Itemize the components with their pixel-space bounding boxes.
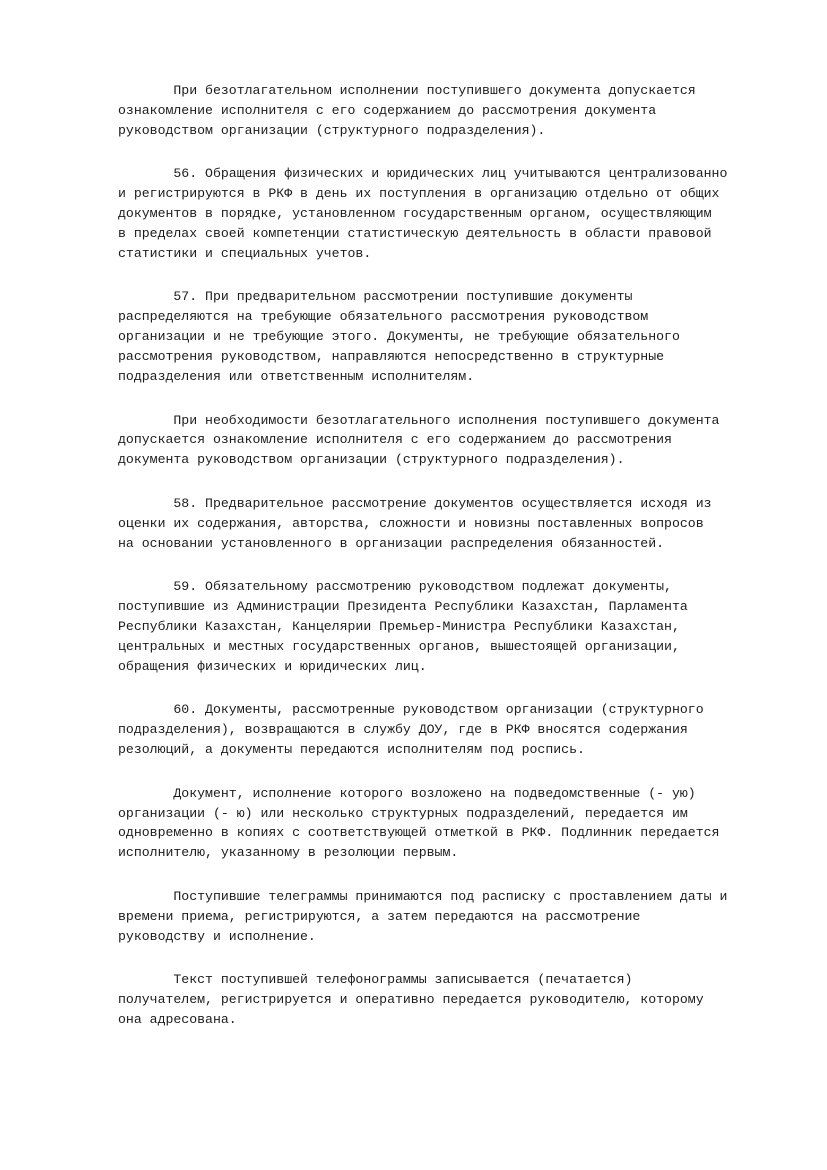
text-line: она адресована. — [118, 1011, 237, 1027]
text-line: Поступившие телеграммы принимаются под расписку с проставлением даты и — [118, 888, 728, 904]
text-line: подразделения или ответственным исполнителям. — [118, 369, 475, 385]
paragraph-urgent-execution — [118, 81, 778, 141]
paragraph-telephonograms — [118, 970, 778, 1030]
text-line: допускается ознакомление исполнителя с его содержанием до рассмотрения — [118, 432, 672, 448]
text-line: поступившие из Администрации Президента Республики Казахстан, Парламента — [118, 599, 688, 615]
text-line: руководству и исполнение. — [118, 928, 316, 944]
text-line: 57. При предварительном рассмотрении поступившие документы — [118, 289, 633, 305]
text-line: Текст поступившей телефонограммы записывается (печатается) — [118, 972, 633, 988]
paragraph-telegrams — [118, 887, 778, 947]
text-line: ознакомление исполнителя с его содержанием до рассмотрения документа — [118, 102, 657, 118]
paragraph-59 — [118, 577, 778, 677]
text-line: 56. Обращения физических и юридических лиц учитываются централизованно — [118, 166, 728, 182]
text-line: руководством организации (структурного подразделения). — [118, 122, 546, 138]
text-line: При безотлагательном исполнении поступившего документа допускается — [118, 83, 696, 98]
text-line: документов в порядке, установленном государственным органом, осуществляющим — [118, 206, 712, 222]
text-line: 58. Предварительное рассмотрение документов осуществляется исходя из — [118, 495, 712, 511]
text-line: и регистрируются в РКФ в день их поступления в организацию отдельно от общих — [118, 186, 720, 202]
text-line: При необходимости безотлагательного исполнения поступившего документа — [118, 412, 720, 428]
text-line: в пределах своей компетенции статистическую деятельность в области правовой — [118, 226, 712, 242]
text-line: Документ, исполнение которого возложено на подведомственные (- ую) — [118, 785, 696, 801]
text-line: одновременно в копиях с соответствующей отметкой в РКФ. Подлинник передается — [118, 825, 720, 841]
text-line: организации и не требующие этого. Документы, не требующие обязательного — [118, 329, 680, 345]
paragraph-57 — [118, 287, 778, 387]
document-page — [118, 81, 778, 1053]
text-line: 60. Документы, рассмотренные руководством организации (структурного — [118, 702, 704, 718]
text-line: оценки их содержания, авторства, сложности и новизны поставленных вопросов — [118, 515, 704, 531]
text-line: подразделения), возвращаются в службу ДОУ, где в РКФ вносятся содержания — [118, 722, 688, 738]
paragraph-56 — [118, 164, 778, 264]
text-line: документа руководством организации (структурного подразделения). — [118, 452, 625, 468]
paragraph-60 — [118, 700, 778, 760]
text-line: центральных и местных государственных органов, вышестоящей организации, — [118, 638, 680, 654]
paragraph-urgent-necessity — [118, 411, 778, 471]
text-line: получателем, регистрируется и оперативно передается руководителю, которому — [118, 992, 704, 1008]
text-line: организации (- ю) или несколько структурных подразделений, передается им — [118, 805, 688, 821]
paragraph-copies — [118, 784, 778, 864]
text-line: 59. Обязательному рассмотрению руководством подлежат документы, — [118, 579, 672, 595]
text-line: рассмотрения руководством, направляются непосредственно в структурные — [118, 349, 665, 365]
text-line: статистики и специальных учетов. — [118, 245, 372, 261]
text-line: распределяются на требующие обязательного рассмотрения руководством — [118, 309, 649, 325]
text-line: времени приема, регистрируются, а затем передаются на рассмотрение — [118, 908, 641, 924]
text-line: Республики Казахстан, Канцелярии Премьер-Министра Республики Казахстан, — [118, 619, 680, 634]
text-line: обращения физических и юридических лиц. — [118, 658, 427, 674]
paragraph-58 — [118, 494, 778, 554]
text-line: на основании установленного в организации распределения обязанностей. — [118, 535, 665, 551]
text-line: резолюций, а документы передаются исполнителям под роспись. — [118, 742, 585, 758]
text-line: исполнителю, указанному в резолюции первым. — [118, 845, 459, 861]
